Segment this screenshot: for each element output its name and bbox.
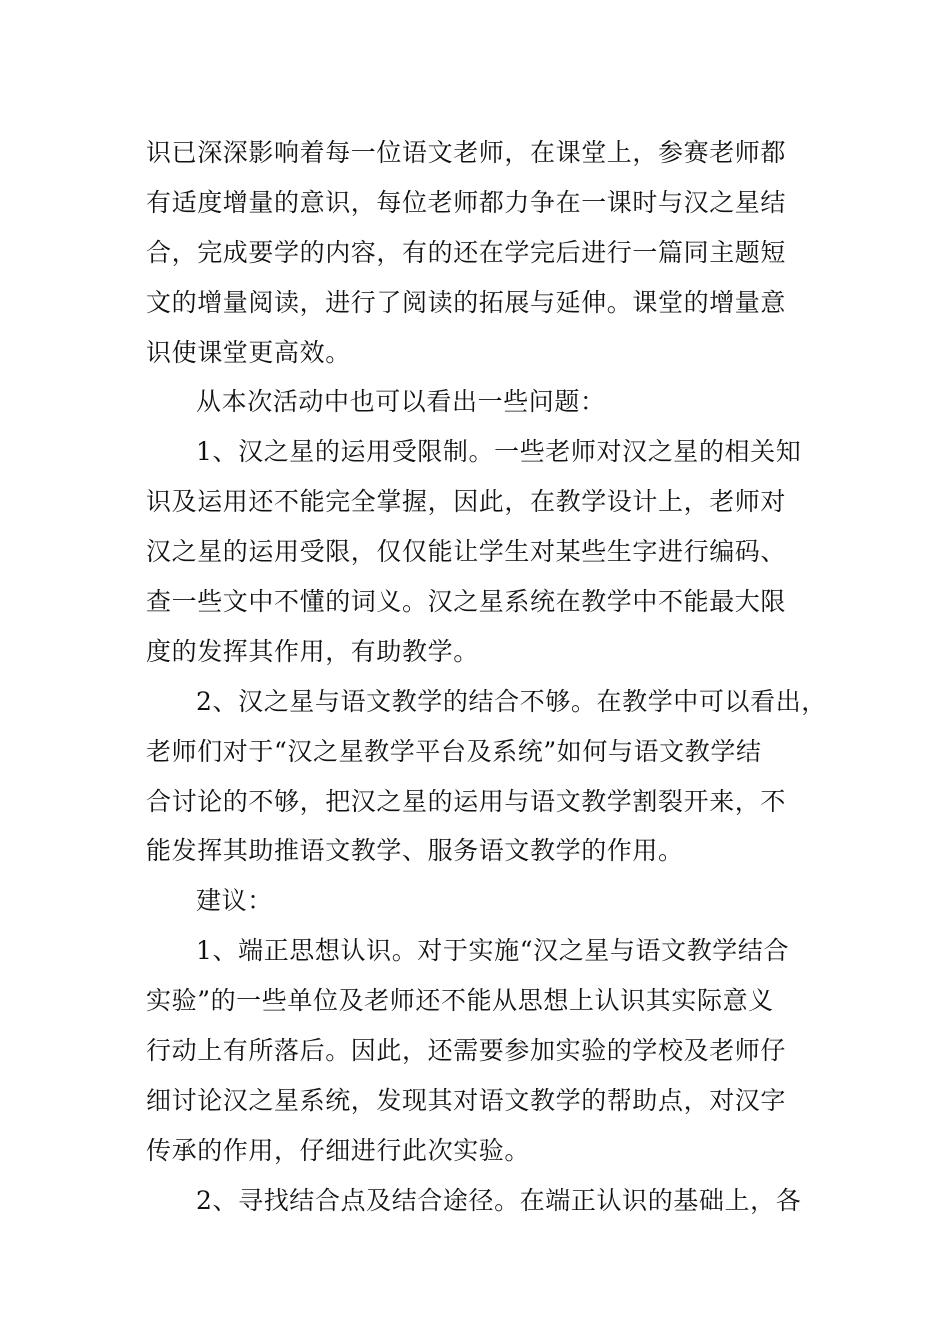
text-line: 从本次活动中也可以看出一些问题： xyxy=(196,387,606,417)
text-line: 识使课堂更高效。 xyxy=(146,337,351,367)
text-line: 能发挥其助推语文教学、服务语文教学的作用。 xyxy=(146,836,684,866)
text-line: 行动上有所落后。因此，还需要参加实验的学校及老师仔 xyxy=(146,1036,787,1066)
text-line: 细讨论汉之星系统，发现其对语文教学的帮助点，对汉字 xyxy=(146,1085,787,1115)
text-line: 度的发挥其作用，有助教学。 xyxy=(146,636,479,666)
text-line: 汉之星的运用受限，仅仅能让学生对某些生字进行编码、 xyxy=(146,537,787,567)
text-line: 识及运用还不能完全掌握，因此，在教学设计上，老师对 xyxy=(146,487,787,517)
text-line: 合，完成要学的内容，有的还在学完后进行一篇同主题短 xyxy=(146,237,787,267)
text-line: 识已深深影响着每一位语文老师，在课堂上，参赛老师都 xyxy=(146,138,787,167)
text-line: 有适度增量的意识，每位老师都力争在一课时与汉之星结 xyxy=(146,187,787,217)
text-line: 传承的作用，仔细进行此次实验。 xyxy=(146,1135,531,1165)
text-line: 查一些文中不懂的词义。汉之星系统在教学中不能最大限 xyxy=(146,587,787,617)
text-line: 1、端正思想认识。对于实施“汉之星与语文教学结合 xyxy=(196,936,790,966)
body-text xyxy=(146,128,827,1226)
text-line: 老师们对于“汉之星教学平台及系统”如何与语文教学结 xyxy=(146,736,762,766)
text-line: 建议： xyxy=(196,886,273,916)
text-line: 2、汉之星与语文教学的结合不够。在教学中可以看出， xyxy=(196,686,827,716)
text-line: 合讨论的不够，把汉之星的运用与语文教学割裂开来，不 xyxy=(146,786,787,816)
text-line: 实验”的一些单位及老师还不能从思想上认识其实际意义 xyxy=(146,986,774,1016)
text-line: 文的增量阅读，进行了阅读的拓展与延伸。课堂的增量意 xyxy=(146,287,787,317)
text-line: 1、汉之星的运用受限制。一些老师对汉之星的相关知 xyxy=(196,437,802,467)
text-line: 2、寻找结合点及结合途径。在端正认识的基础上，各 xyxy=(196,1185,802,1215)
